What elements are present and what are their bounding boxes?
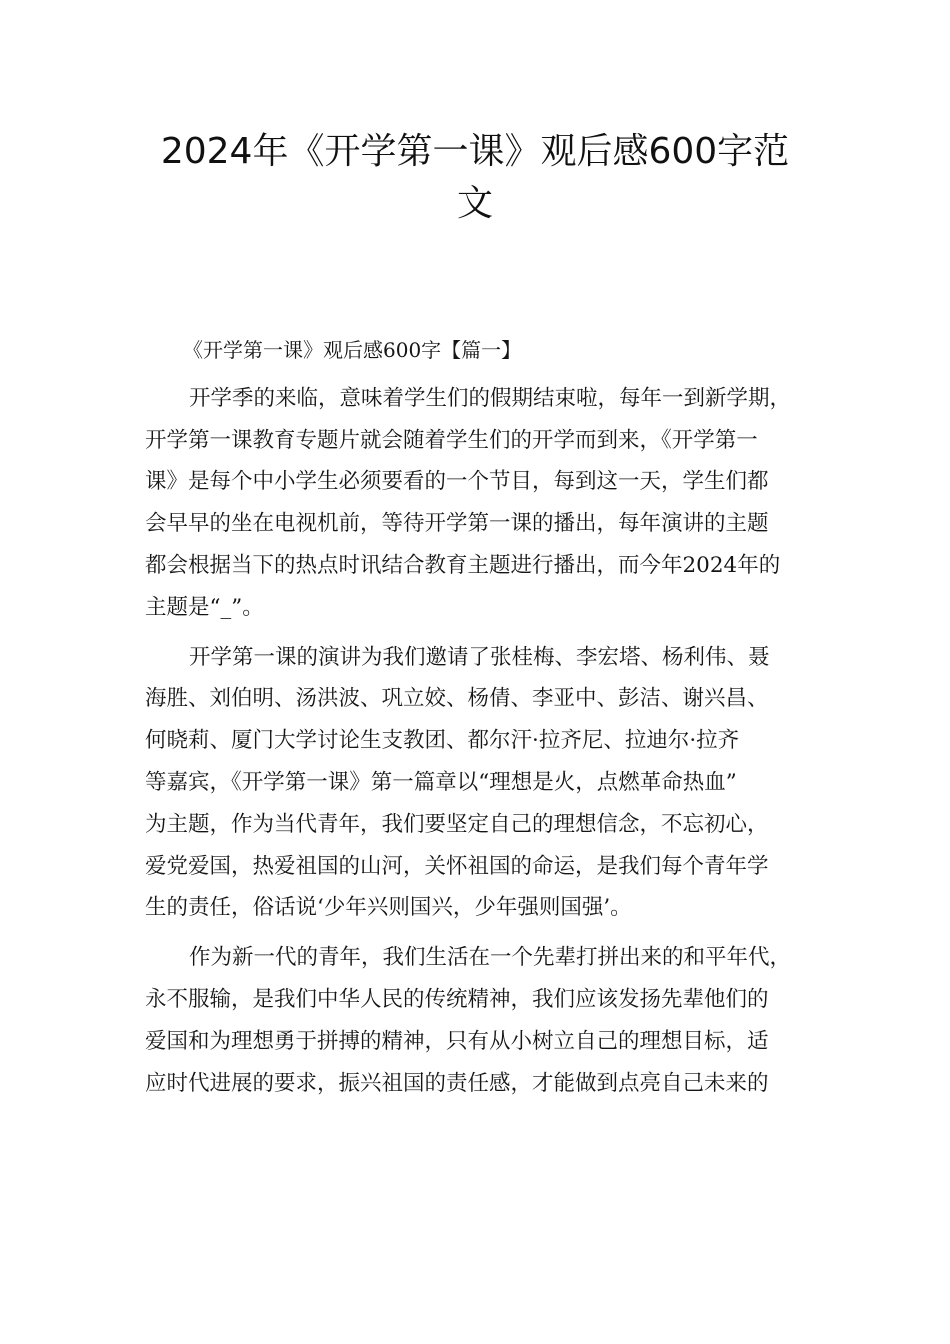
paragraph-line: 为主题，作为当代青年，我们要坚定自己的理想信念，不忘初心， [145, 811, 769, 837]
paragraph-line: 爱党爱国，热爱祖国的山河，关怀祖国的命运，是我们每个青年学 [145, 853, 769, 879]
paragraph-line: 作为新一代的青年，我们生活在一个先辈打拼出来的和平年代， [189, 945, 792, 971]
page-title [120, 126, 830, 230]
paragraph-1 [145, 378, 825, 637]
paragraph-line: 会早早的坐在电视机前，等待开学第一课的播出，每年演讲的主题 [145, 511, 769, 537]
section-heading: 《开学第一课》观后感600字【篇一】 [183, 338, 522, 362]
paragraph-2 [145, 637, 825, 938]
paragraph-line: 开学季的来临，意味着学生们的假期结束啦，每年一到新学期， [189, 385, 792, 411]
paragraph-line: 应时代进展的要求，振兴祖国的责任感，才能做到点亮自己未来的 [145, 1070, 769, 1096]
paragraph-line: 爱国和为理想勇于拼搏的精神，只有从小树立自己的理想目标，适 [145, 1028, 769, 1054]
page-title-line-1: 2024年《开学第一课》观后感600字范 [160, 131, 790, 172]
paragraph-line: 开学第一课的演讲为我们邀请了张桂梅、李宏塔、杨利伟、聂 [189, 644, 770, 670]
paragraph-line: 永不服输，是我们中华人民的传统精神，我们应该发扬先辈他们的 [145, 986, 769, 1012]
paragraph-3 [145, 937, 825, 1112]
paragraph-line: 生的责任，俗话说‘少年兴则国兴，少年强则国强’。 [145, 895, 632, 921]
paragraph-line: 课》是每个中小学生必须要看的一个节目，每到这一天，学生们都 [145, 469, 769, 495]
paragraph-line: 主题是“_”。 [145, 594, 264, 620]
paragraph-line: 都会根据当下的热点时讯结合教育主题进行播出，而今年2024年的 [145, 552, 781, 578]
document-body [145, 330, 825, 1112]
paragraph-line: 开学第一课教育专题片就会随着学生们的开学而到来，《开学第一 [145, 427, 758, 453]
page-title-line-2: 文 [456, 183, 493, 224]
paragraph-line: 等嘉宾，《开学第一课》第一篇章以“理想是火，点燃革命热血” [145, 769, 737, 795]
paragraph-line: 海胜、刘伯明、汤洪波、巩立姣、杨倩、李亚中、彭洁、谢兴昌、 [145, 686, 769, 712]
paragraph-line: 何晓莉、厦门大学讨论生支教团、都尔汗·拉齐尼、拉迪尔·拉齐 [145, 728, 740, 754]
